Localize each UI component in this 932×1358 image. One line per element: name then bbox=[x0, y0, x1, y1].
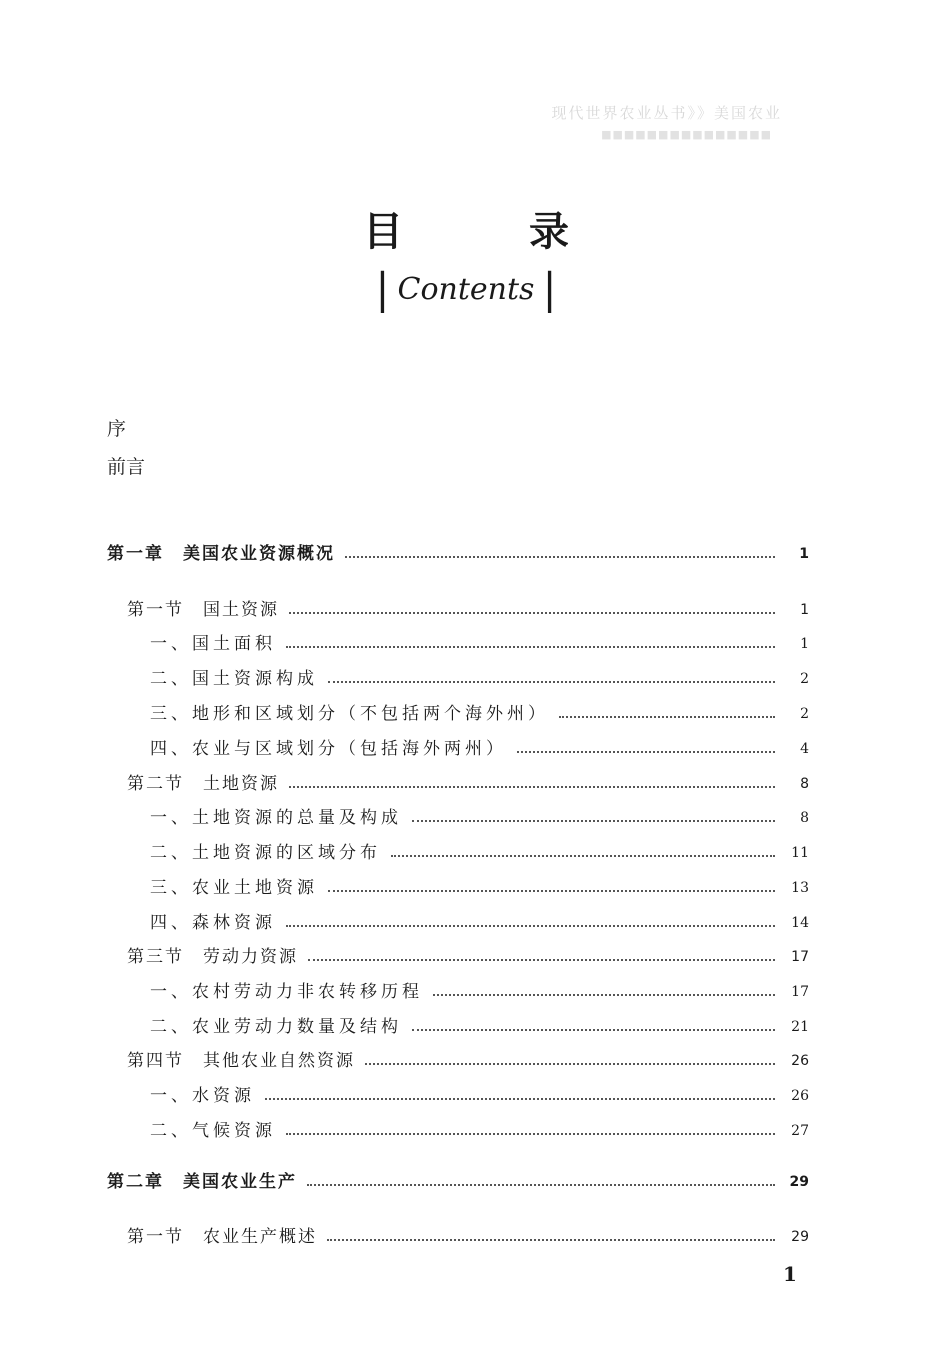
toc-section-row[interactable] bbox=[127, 1041, 809, 1071]
toc-entry-label: 第四节 其他农业自然资源 bbox=[127, 1051, 355, 1071]
toc-entry-page: 26 bbox=[791, 1053, 809, 1069]
toc-entry-label: 第二节 土地资源 bbox=[127, 774, 279, 794]
toc-item-row[interactable] bbox=[150, 1007, 809, 1037]
dot-leader bbox=[289, 786, 775, 788]
toc-entry-page: 8 bbox=[800, 776, 809, 792]
dot-leader bbox=[308, 959, 775, 961]
toc-entry-label: 二、土地资源的区域分布 bbox=[150, 843, 381, 863]
toc-entry-page: 13 bbox=[791, 880, 809, 896]
toc-entry-label: 三、地形和区域划分（不包括两个海外州） bbox=[150, 704, 549, 724]
toc-entry-page: 17 bbox=[791, 984, 809, 1000]
toc-entry-page: 14 bbox=[791, 915, 809, 931]
toc-chapter-row[interactable] bbox=[107, 1162, 809, 1192]
dot-leader bbox=[328, 681, 775, 683]
front-matter-preface[interactable]: 序 bbox=[107, 418, 127, 440]
page-subtitle bbox=[0, 264, 932, 313]
dot-leader bbox=[265, 1098, 775, 1100]
toc-item-row[interactable] bbox=[150, 694, 809, 724]
dot-leader bbox=[365, 1063, 775, 1065]
toc-item-row[interactable] bbox=[150, 903, 809, 933]
dot-leader bbox=[433, 994, 775, 996]
dot-leader bbox=[412, 1029, 775, 1031]
toc-chapter-row[interactable] bbox=[107, 534, 809, 564]
toc-item-row[interactable] bbox=[150, 729, 809, 759]
toc-section-row[interactable] bbox=[127, 590, 809, 620]
toc-entry-page: 21 bbox=[791, 1019, 809, 1035]
toc-entry-page: 29 bbox=[791, 1229, 809, 1245]
dot-leader bbox=[412, 820, 775, 822]
dot-leader bbox=[289, 612, 775, 614]
dot-leader bbox=[391, 855, 775, 857]
toc-entry-label: 四、森林资源 bbox=[150, 913, 276, 933]
toc-entry-label: 一、土地资源的总量及构成 bbox=[150, 808, 402, 828]
toc-entry-label: 二、气候资源 bbox=[150, 1121, 276, 1141]
bleed-through-text: 现代世界农业丛书》》美国农业 bbox=[551, 104, 782, 122]
toc-entry-label: 一、国土面积 bbox=[150, 634, 276, 654]
toc-item-row[interactable] bbox=[150, 1076, 809, 1106]
dot-leader bbox=[327, 1239, 775, 1241]
page-number: 1 bbox=[783, 1262, 797, 1286]
toc-entry-page: 1 bbox=[800, 602, 809, 618]
bleed-through-text: ■■■■■■■■■■■■■■■ bbox=[601, 128, 772, 141]
toc-item-row[interactable] bbox=[150, 1111, 809, 1141]
toc-entry-label: 第一节 农业生产概述 bbox=[127, 1227, 317, 1247]
dot-leader bbox=[328, 890, 775, 892]
dot-leader bbox=[307, 1184, 775, 1186]
toc-entry-page: 1 bbox=[800, 636, 809, 652]
dot-leader bbox=[286, 1133, 775, 1135]
page-title: 目 录 bbox=[363, 209, 625, 255]
toc-entry-page: 1 bbox=[799, 546, 809, 562]
bracket-left: | bbox=[375, 264, 390, 313]
toc-entry-page: 27 bbox=[791, 1123, 809, 1139]
dot-leader bbox=[286, 925, 775, 927]
dot-leader bbox=[286, 646, 775, 648]
toc-entry-label: 一、农村劳动力非农转移历程 bbox=[150, 982, 423, 1002]
toc-entry-page: 17 bbox=[791, 949, 809, 965]
toc-item-row[interactable] bbox=[150, 972, 809, 1002]
toc-entry-label: 第一章 美国农业资源概况 bbox=[107, 544, 335, 564]
toc-item-row[interactable] bbox=[150, 659, 809, 689]
toc-entry-label: 第一节 国土资源 bbox=[127, 600, 279, 620]
dot-leader bbox=[517, 751, 775, 753]
toc-entry-page: 4 bbox=[800, 741, 809, 757]
toc-item-row[interactable] bbox=[150, 868, 809, 898]
toc-item-row[interactable] bbox=[150, 624, 809, 654]
toc-entry-page: 11 bbox=[791, 845, 809, 861]
toc-entry-page: 29 bbox=[789, 1174, 809, 1190]
bracket-right: | bbox=[542, 264, 557, 313]
toc-entry-page: 8 bbox=[800, 810, 809, 826]
toc-entry-label: 二、农业劳动力数量及结构 bbox=[150, 1017, 402, 1037]
toc-section-row[interactable] bbox=[127, 1217, 809, 1247]
toc-item-row[interactable] bbox=[150, 833, 809, 863]
toc-entry-page: 2 bbox=[800, 706, 809, 722]
dot-leader bbox=[345, 556, 775, 558]
toc-entry-label: 第二章 美国农业生产 bbox=[107, 1172, 297, 1192]
toc-entry-label: 二、国土资源构成 bbox=[150, 669, 318, 689]
dot-leader bbox=[559, 716, 775, 718]
toc-section-row[interactable] bbox=[127, 937, 809, 967]
toc-entry-label: 第三节 劳动力资源 bbox=[127, 947, 298, 967]
subtitle-text: Contents bbox=[397, 272, 535, 307]
toc-entry-page: 2 bbox=[800, 671, 809, 687]
front-matter-foreword[interactable]: 前言 bbox=[107, 456, 146, 478]
toc-entry-label: 四、农业与区域划分（包括海外两州） bbox=[150, 739, 507, 759]
toc-entry-page: 26 bbox=[791, 1088, 809, 1104]
toc-entry-label: 三、农业土地资源 bbox=[150, 878, 318, 898]
toc-entry-label: 一、水资源 bbox=[150, 1086, 255, 1106]
toc-item-row[interactable] bbox=[150, 798, 809, 828]
toc-section-row[interactable] bbox=[127, 764, 809, 794]
